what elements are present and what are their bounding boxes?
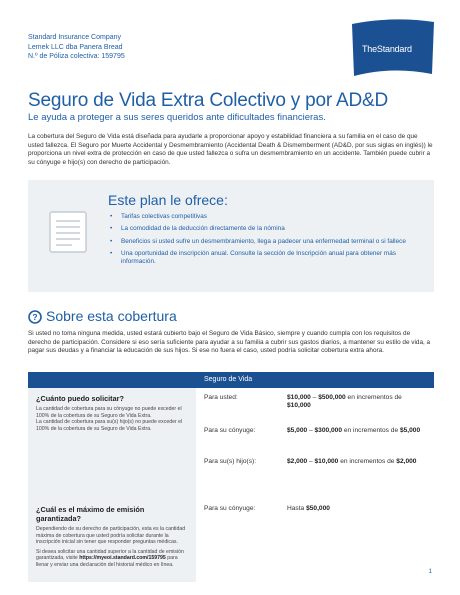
row-note: Si desea solicitar una cantidad superior a la cantidad de emisión garantizada, visite https://myeoi.standard.com/159795 para llenar y enviar una declaración del historial médico en línea.	[36, 548, 184, 568]
employer-name: Lemek LLC dba Panera Bread	[28, 43, 123, 51]
policy-number: N.º de Póliza colectiva: 159795	[28, 53, 125, 60]
coverage-label: Para su cónyuge:	[204, 505, 256, 512]
table-row	[28, 499, 434, 582]
table-header: Seguro de Vida	[28, 372, 434, 388]
row-description	[28, 499, 196, 582]
document-icon	[44, 210, 92, 254]
row-note: La cantidad de cobertura para su cónyuge no puede exceder el 100% de la cobertura de su Seguro de Vida Extra.	[36, 406, 182, 419]
row-question: ¿Cuál es el máximo de emisión garantizada?	[36, 505, 145, 523]
row-note: Dependiendo de su derecho de participación, esta es la cantidad máxima de cobertura que usted podría solicitar durante la inscripción inicial sin tener que responder preguntas médicas.	[36, 526, 186, 546]
question-icon	[28, 310, 42, 324]
page-subtitle: Le ayuda a proteger a sus seres queridos ante dificultades financieras.	[28, 112, 326, 123]
company-name: Standard Insurance Company	[28, 34, 121, 41]
row-description	[28, 388, 196, 499]
coverage-label: Para su cónyuge:	[204, 427, 256, 434]
list-item: • Una oportunidad de inscripción anual. Consulte la sección de Inscripción anual para obtener más información.	[108, 250, 408, 267]
eoi-link[interactable]: https://myeoi.standard.com/159795	[79, 555, 166, 562]
row-question: ¿Cuánto puedo solicitar?	[36, 394, 124, 403]
coverage-label: Para usted:	[204, 394, 238, 401]
svg-text:?: ?	[32, 312, 38, 323]
logo-text: TheStandard	[362, 44, 412, 54]
company-info	[28, 33, 125, 62]
about-paragraph: Si usted no toma ninguna medida, usted estará cubierto bajo el Seguro de Vida Básico, siempre y cuando cumpla con los requisitos de derecho de participación. Considere si eso sería suficiente para ayudar a su familia a cubrir sus gastos diarios, a mantener su estilo de vida, a pagar sus deudas y a financiar la educación de sus hijos. Si ese no fuera el caso, usted podría solicitar cobertura extra ahora.	[28, 330, 431, 355]
list-item: • La comodidad de la deducción directamente de la nómina	[108, 225, 408, 233]
coverage-label: Para su(s) hijo(s):	[204, 458, 257, 465]
plan-title: Este plan le ofrece:	[108, 192, 228, 208]
page-title: Seguro de Vida Extra Colectivo y por AD&D	[28, 90, 389, 111]
row-note: La cantidad de cobertura para su(s) hijo(s) no puede exceder el 100% de la cobertura de su Seguro de Vida Extra.	[36, 419, 183, 432]
about-section-title: Sobre esta cobertura	[46, 308, 177, 324]
coverage-table	[28, 372, 434, 582]
coverage-value: Hasta $50,000	[287, 505, 330, 512]
coverage-value: $5,000 – $300,000 en incrementos de $5,000	[287, 427, 421, 434]
table-row	[28, 388, 434, 499]
plan-benefits-list	[108, 213, 408, 270]
plan-benefits-panel	[28, 180, 434, 292]
intro-paragraph: La cobertura del Seguro de Vida está diseñada para ayudarle a proporcionar apoyo y estabilidad financiera a su familia en el caso de que usted fallezca. El Seguro por Muerte Accidental y Desmembramiento (Accidental Death & Dismemberment (AD&D, por sus siglas en inglés)) le proporciona un nivel extra de protección en caso de que usted fallezca o sufra un desmembramiento en un accidente. También puede cubrir a su cónyuge e hijo(s) con derecho de participación.	[28, 133, 433, 166]
list-item: • Beneficios si usted sufre un desmembramiento, llega a padecer una enfermedad terminal o si fallece	[108, 238, 408, 246]
coverage-value: $2,000 – $10,000 en incrementos de $2,000	[287, 458, 417, 465]
list-item: • Tarifas colectivas competitivas	[108, 213, 408, 221]
coverage-value: $10,000 – $500,000 en incrementos de $10,000	[287, 394, 402, 410]
page-number: 1	[428, 569, 432, 575]
